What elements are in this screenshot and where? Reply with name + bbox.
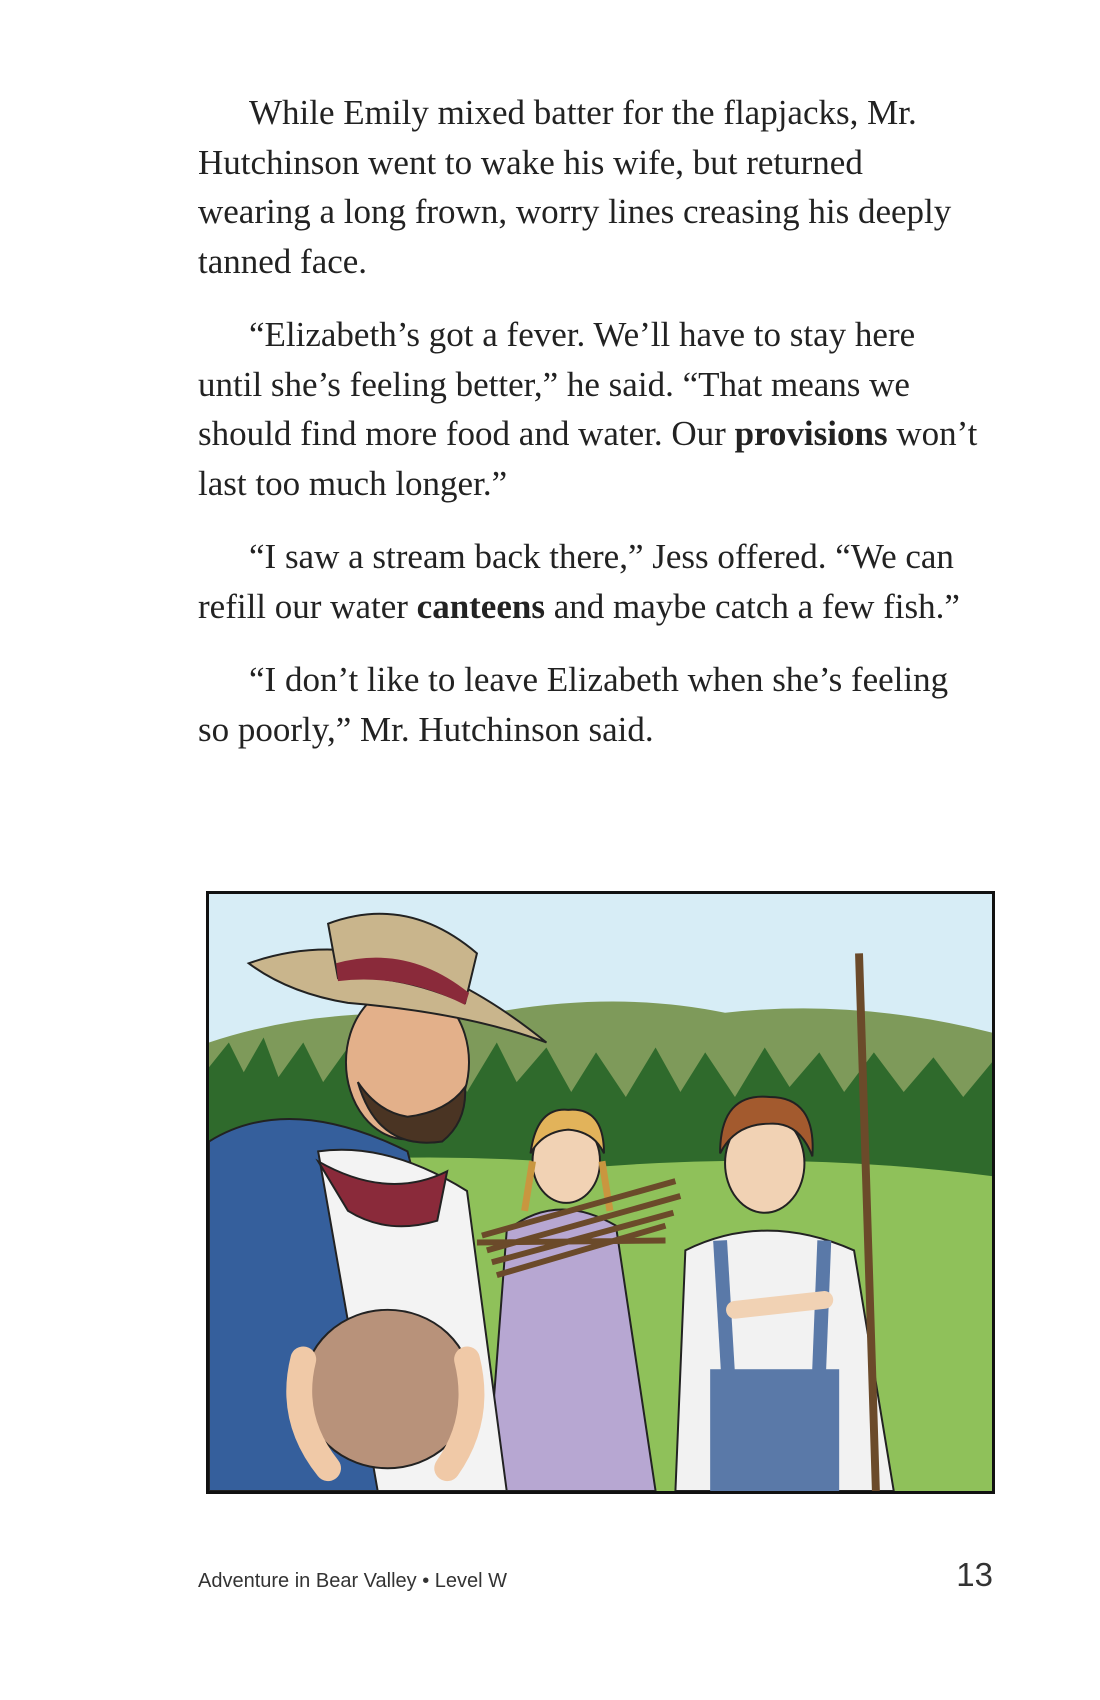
illustration-drawing [209,894,992,1491]
text-segment: won’t last too much longer.” [198,414,978,503]
paragraph-3 [198,532,978,631]
footer-book-title: Adventure in Bear Valley • Level W [198,1570,508,1592]
text-segment: “Elizabeth’s got a fever. We’ll have to stay here until she’s feeling better,” he said. “That means we should find more food and water. Our [198,315,916,453]
paragraph-4 [198,655,978,754]
vocabulary-word: canteens [416,586,545,626]
story-illustration [206,891,995,1494]
text-segment: While Emily mixed batter for the flapjacks, Mr. Hutchinson went to wake his wife, but returned wearing a long frown, worry lines creasing his deeply tanned face. [198,93,952,281]
paragraph-2 [198,310,978,508]
text-segment: “I saw a stream back there,” Jess offered. “We can refill our water [198,537,954,626]
page-number: 13 [956,1556,993,1593]
paragraph-1 [198,88,978,286]
story-text [198,88,978,778]
text-segment: “I don’t like to leave Elizabeth when she’s feeling so poorly,” Mr. Hutchinson said. [198,660,949,749]
text-segment: and maybe catch a few fish.” [544,586,960,626]
vocabulary-word: provisions [734,414,888,453]
